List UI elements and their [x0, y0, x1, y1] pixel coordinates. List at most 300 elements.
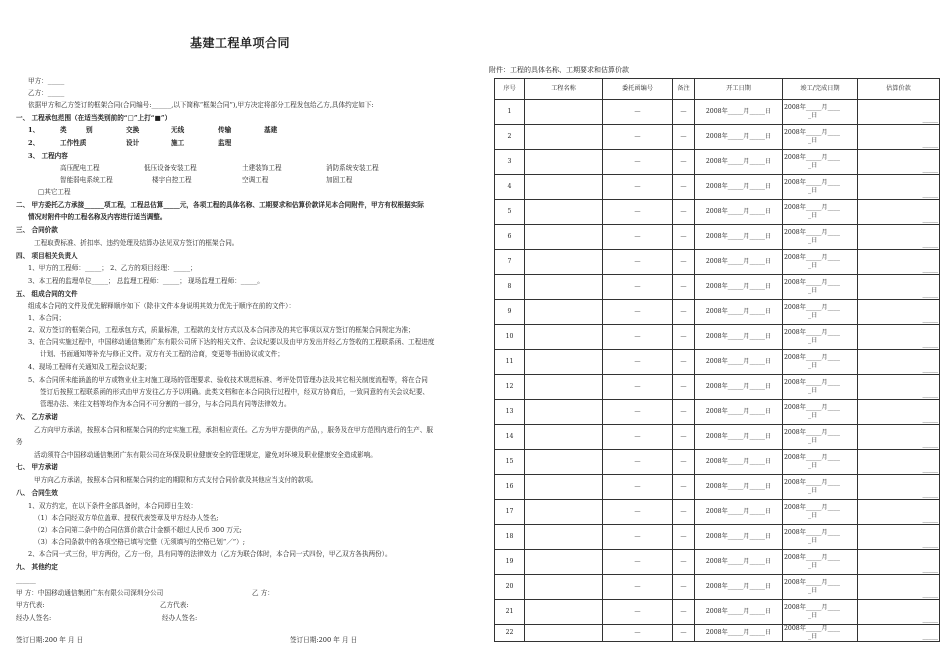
end-date-cell[interactable]: [783, 225, 858, 250]
project-name-cell[interactable]: [525, 550, 603, 575]
end-date-cell[interactable]: [783, 450, 858, 475]
end-date-line-2: _日: [808, 312, 818, 319]
end-date-line-2: _日: [808, 487, 818, 494]
start-date-cell[interactable]: 2008年_____月_____日: [695, 250, 783, 275]
letter-no-cell[interactable]: —: [603, 275, 673, 300]
row-index: 17: [495, 500, 525, 525]
end-date-line-1: 2008年_____月____: [784, 453, 840, 461]
section-5-item-5b: 签订后按照工程联系函的形式由甲方发往乙方予以明确。此类文档和在本合同执行过程中，经双方协商后，一致同意的有关会议纪要、: [40, 388, 430, 396]
end-date-line-1: 2008年_____月____: [784, 128, 840, 136]
row-index: 9: [495, 300, 525, 325]
project-name-cell[interactable]: [525, 225, 603, 250]
party-a-handler[interactable]: 经办人签名:: [16, 614, 52, 622]
remark-cell[interactable]: —: [673, 525, 695, 550]
category-option-wireless[interactable]: 无线: [171, 126, 185, 134]
category-label-1: 类: [60, 126, 67, 134]
start-date-cell[interactable]: 2008年_____月_____日: [695, 625, 783, 642]
remark-cell[interactable]: —: [673, 150, 695, 175]
estimate-cell[interactable]: _____: [858, 450, 940, 475]
table-row: [495, 375, 940, 400]
start-date-cell[interactable]: 2008年_____月_____日: [695, 225, 783, 250]
project-name-cell[interactable]: [525, 400, 603, 425]
end-date-line-2: _日: [808, 512, 818, 519]
end-date-cell[interactable]: [783, 575, 858, 600]
letter-no-cell[interactable]: —: [603, 250, 673, 275]
category-option-construction[interactable]: 基建: [264, 126, 278, 134]
end-date-line-1: 2008年_____月____: [784, 625, 840, 632]
letter-no-cell[interactable]: —: [603, 350, 673, 375]
remark-cell[interactable]: —: [673, 325, 695, 350]
letter-no-cell[interactable]: —: [603, 450, 673, 475]
end-date-line-1: 2008年_____月____: [784, 528, 840, 536]
work-nature-design[interactable]: 设计: [126, 139, 140, 147]
page-title: 基建工程单项合同: [190, 36, 291, 50]
section-8-cond-1: （1）本合同经双方单位盖章、授权代表签章及甲方经办人签名;: [34, 514, 219, 522]
table-row: [495, 200, 940, 225]
estimate-cell[interactable]: _____: [858, 500, 940, 525]
estimate-cell[interactable]: _____: [858, 150, 940, 175]
start-date-cell[interactable]: 2008年_____月_____日: [695, 450, 783, 475]
work-nature-supervision[interactable]: 监理: [218, 139, 232, 147]
project-name-cell[interactable]: [525, 525, 603, 550]
remark-cell[interactable]: —: [673, 300, 695, 325]
letter-no-cell[interactable]: —: [603, 400, 673, 425]
end-date-cell[interactable]: [783, 150, 858, 175]
party-a-rep[interactable]: 甲方代表:: [16, 601, 45, 609]
estimate-cell[interactable]: _____: [858, 300, 940, 325]
section-3-text: 工程取费标准、折扣率、违约处理及结算办法见双方签订的框架合同。: [34, 239, 239, 247]
end-date-line-1: 2008年_____月____: [784, 203, 840, 211]
estimate-cell[interactable]: _____: [858, 200, 940, 225]
start-date-cell[interactable]: 2008年_____月_____日: [695, 150, 783, 175]
table-row: [495, 250, 940, 275]
end-date-cell[interactable]: [783, 425, 858, 450]
start-date-cell[interactable]: 2008年_____月_____日: [695, 325, 783, 350]
start-date-cell[interactable]: 2008年_____月_____日: [695, 100, 783, 125]
letter-no-cell[interactable]: —: [603, 100, 673, 125]
letter-no-cell[interactable]: —: [603, 575, 673, 600]
section-5-item-1: 1、本合同；: [28, 314, 66, 322]
table-header-row: [495, 79, 940, 100]
end-date-line-1: 2008年_____月____: [784, 328, 840, 336]
end-date-cell[interactable]: [783, 400, 858, 425]
end-date-cell[interactable]: [783, 175, 858, 200]
start-date-cell[interactable]: 2008年_____月_____日: [695, 200, 783, 225]
letter-no-cell[interactable]: —: [603, 625, 673, 642]
work-items-a: [60, 164, 379, 172]
section-5-item-5a: 5、本合同所未能涵盖的甲方或物业业主对施工现场的管理要求、验收技术规范标准、考评处罚管理办法及其它相关制度流程等，将在合同: [28, 376, 428, 384]
remark-cell[interactable]: —: [673, 600, 695, 625]
end-date-line-1: 2008年_____月____: [784, 603, 840, 611]
project-name-cell[interactable]: [525, 575, 603, 600]
row-index: 2: [495, 125, 525, 150]
col-header-end-date: 竣工/完成日期: [783, 79, 858, 100]
section-7-line1: 甲方向乙方承诺，按照本合同和框架合同约定的期限和方式支付合同价款及其他应当支付的款项。: [34, 476, 318, 484]
row-index: 18: [495, 525, 525, 550]
project-name-cell[interactable]: [525, 425, 603, 450]
end-date-line-1: 2008年_____月____: [784, 578, 840, 586]
project-name-cell[interactable]: [525, 150, 603, 175]
section-5-item-4: 4、现场工程师有关通知及工程会议纪要；: [28, 363, 151, 371]
end-date-line-1: 2008年_____月____: [784, 103, 840, 111]
remark-cell[interactable]: —: [673, 175, 695, 200]
work-item-other[interactable]: □其它工程: [38, 188, 71, 196]
category-option-exchange[interactable]: 交换: [126, 126, 140, 134]
end-date-line-2: _日: [808, 412, 818, 419]
end-date-line-2: _日: [808, 137, 818, 144]
remark-cell[interactable]: —: [673, 575, 695, 600]
col-header-estimate: 估算价款: [858, 79, 940, 100]
start-date-cell[interactable]: 2008年_____月_____日: [695, 425, 783, 450]
section-5-item-3a: 3、在合同实施过程中，中国移动通信集团广东有限公司所下达的相关文件、会议纪要以及由甲方发出并经乙方签收的工程联系函、工程进度: [28, 338, 435, 346]
table-row: [495, 150, 940, 175]
letter-no-cell[interactable]: —: [603, 225, 673, 250]
col-header-letter-no: 委托函编号: [603, 79, 673, 100]
work-item[interactable]: 空调工程: [242, 176, 269, 184]
contract-body: [14, 0, 466, 672]
table-row: [495, 525, 940, 550]
start-date-cell[interactable]: 2008年_____月_____日: [695, 550, 783, 575]
letter-no-cell[interactable]: —: [603, 550, 673, 575]
work-item[interactable]: 低压设备安装工程: [144, 164, 197, 172]
project-name-cell[interactable]: [525, 375, 603, 400]
work-item[interactable]: 高压配电工程: [60, 164, 100, 172]
end-date-line-2: _日: [808, 162, 818, 169]
category-index: 1、: [28, 126, 40, 134]
letter-no-cell[interactable]: —: [603, 375, 673, 400]
estimate-cell[interactable]: _____: [858, 600, 940, 625]
end-date-line-1: 2008年_____月____: [784, 228, 840, 236]
remark-cell[interactable]: —: [673, 500, 695, 525]
estimate-cell[interactable]: _____: [858, 400, 940, 425]
row-index: 4: [495, 175, 525, 200]
col-header-remark: 备注: [673, 79, 695, 100]
remark-cell[interactable]: —: [673, 375, 695, 400]
project-name-cell[interactable]: [525, 275, 603, 300]
remark-cell[interactable]: —: [673, 400, 695, 425]
end-date-line-2: _日: [808, 587, 818, 594]
estimate-cell[interactable]: _____: [858, 350, 940, 375]
end-date-cell[interactable]: [783, 550, 858, 575]
estimate-cell[interactable]: _____: [858, 175, 940, 200]
remark-cell[interactable]: —: [673, 100, 695, 125]
project-name-cell[interactable]: [525, 625, 603, 642]
end-date-line-2: _日: [808, 287, 818, 294]
end-date-line-2: _日: [808, 187, 818, 194]
remark-cell[interactable]: —: [673, 275, 695, 300]
project-name-cell[interactable]: [525, 300, 603, 325]
end-date-line-2: _日: [808, 112, 818, 119]
row-index: 20: [495, 575, 525, 600]
row-index: 22: [495, 625, 525, 642]
work-item[interactable]: 楼宇自控工程: [152, 176, 192, 184]
work-nature-label: 工作性质: [60, 139, 87, 147]
end-date-cell[interactable]: [783, 250, 858, 275]
row-index: 13: [495, 400, 525, 425]
letter-no-cell[interactable]: —: [603, 200, 673, 225]
letter-no-cell[interactable]: —: [603, 175, 673, 200]
work-nature-index: 2、: [28, 139, 40, 147]
section-5-item-2: 2、双方签订的框架合同，工程承包方式，质量标准，工程款的支付方式以及本合同涉及的其它事项以双方签订的框架合同规定为准；: [28, 326, 415, 334]
row-index: 8: [495, 275, 525, 300]
row-index: 11: [495, 350, 525, 375]
section-4-line2: 3、本工程的监理单位_____； 总监理工程师：_____； 现场监理工程师：_____。: [28, 277, 264, 285]
end-date-cell[interactable]: [783, 350, 858, 375]
party-a-sign-date[interactable]: 签订日期:200 年 月 日: [16, 636, 84, 644]
remark-cell[interactable]: —: [673, 425, 695, 450]
letter-no-cell[interactable]: —: [603, 125, 673, 150]
letter-no-cell[interactable]: —: [603, 525, 673, 550]
end-date-line-1: 2008年_____月____: [784, 503, 840, 511]
section-9-blank[interactable]: ______: [16, 576, 36, 584]
end-date-cell[interactable]: [783, 525, 858, 550]
start-date-cell[interactable]: 2008年_____月_____日: [695, 275, 783, 300]
end-date-cell[interactable]: [783, 100, 858, 125]
project-name-cell[interactable]: [525, 600, 603, 625]
col-header-project-name: 工程名称: [525, 79, 603, 100]
attachment-table: [494, 78, 940, 642]
start-date-cell[interactable]: 2008年_____月_____日: [695, 475, 783, 500]
end-date-line-2: _日: [808, 337, 818, 344]
section-6-line3: 活动须符合中国移动通信集团广东有限公司在环保及职业健康安全的管理规定，避免对环境及职业健康安全造成影响。: [34, 451, 377, 459]
attachment-caption: 附件：工程的具体名称、工期要求和估算价款: [489, 66, 629, 74]
end-date-line-2: _日: [808, 262, 818, 269]
table-row: [495, 350, 940, 375]
remark-cell[interactable]: —: [673, 225, 695, 250]
section-6-line1: 乙方向甲方承诺，按照本合同和框架合同的约定实施工程，承担相应责任。乙方为甲方提供的产品，，服务及在甲方范围内进行的生产、服: [34, 426, 433, 434]
remark-cell[interactable]: —: [673, 450, 695, 475]
end-date-line-2: _日: [808, 612, 818, 619]
start-date-cell[interactable]: 2008年_____月_____日: [695, 525, 783, 550]
section-9-heading: 九、 其他约定: [16, 563, 58, 571]
intro-text: 依据甲方和乙方签订的框架合同(合同编号:______,以下简称“框架合同”),甲方决定将部分工程发包给乙方,具体约定如下:: [28, 101, 374, 109]
end-date-line-1: 2008年_____月____: [784, 153, 840, 161]
work-items-b: [60, 176, 353, 184]
end-date-line-1: 2008年_____月____: [784, 253, 840, 261]
row-index: 10: [495, 325, 525, 350]
col-header-index: 序号: [495, 79, 525, 100]
end-date-line-1: 2008年_____月____: [784, 403, 840, 411]
table-row: [495, 625, 940, 642]
party-b-sign-date[interactable]: 签订日期:200 年 月 日: [290, 636, 358, 644]
end-date-cell[interactable]: [783, 125, 858, 150]
table-row: [495, 500, 940, 525]
remark-cell[interactable]: —: [673, 250, 695, 275]
table-row: [495, 100, 940, 125]
end-date-cell[interactable]: [783, 475, 858, 500]
estimate-cell[interactable]: _____: [858, 625, 940, 642]
remark-cell[interactable]: —: [673, 625, 695, 642]
letter-no-cell[interactable]: —: [603, 600, 673, 625]
work-nature-row: [28, 139, 232, 147]
end-date-line-2: _日: [808, 362, 818, 369]
work-nature-construction[interactable]: 施工: [171, 139, 185, 147]
project-name-cell[interactable]: [525, 450, 603, 475]
estimate-cell[interactable]: _____: [858, 425, 940, 450]
estimate-cell[interactable]: _____: [858, 375, 940, 400]
section-4-line1: 1、甲方的工程师：_____； 2、乙方的项目经理：_____；: [28, 264, 197, 272]
row-index: 1: [495, 100, 525, 125]
row-index: 5: [495, 200, 525, 225]
remark-cell[interactable]: —: [673, 200, 695, 225]
letter-no-cell[interactable]: —: [603, 425, 673, 450]
estimate-cell[interactable]: _____: [858, 525, 940, 550]
project-name-cell[interactable]: [525, 500, 603, 525]
project-name-cell[interactable]: [525, 475, 603, 500]
end-date-line-2: _日: [808, 537, 818, 544]
end-date-line-1: 2008年_____月____: [784, 553, 840, 561]
project-name-cell[interactable]: [525, 325, 603, 350]
end-date-cell[interactable]: [783, 375, 858, 400]
party-b-line: 乙方：_____: [28, 89, 65, 97]
party-a-name: 甲 方：中国移动通信集团广东有限公司深圳分公司: [16, 589, 164, 597]
start-date-cell[interactable]: 2008年_____月_____日: [695, 400, 783, 425]
table-row: [495, 575, 940, 600]
category-row: [28, 126, 278, 134]
row-index: 3: [495, 150, 525, 175]
end-date-line-1: 2008年_____月____: [784, 178, 840, 186]
remark-cell[interactable]: —: [673, 475, 695, 500]
category-label-2: 别: [86, 126, 93, 134]
end-date-line-2: _日: [808, 387, 818, 394]
letter-no-cell[interactable]: —: [603, 475, 673, 500]
end-date-line-2: _日: [808, 462, 818, 469]
section-5-intro: 组成本合同的文件及优先解释顺序如下（除非文件本身说明其效力优先于顺序在前的文件）：: [28, 302, 296, 310]
estimate-cell[interactable]: _____: [858, 225, 940, 250]
table-row: [495, 175, 940, 200]
start-date-cell[interactable]: 2008年_____月_____日: [695, 125, 783, 150]
estimate-cell[interactable]: _____: [858, 325, 940, 350]
row-index: 7: [495, 250, 525, 275]
section-8-heading: 八、 合同生效: [16, 489, 58, 497]
party-a-line: 甲方：_____: [28, 77, 65, 85]
section-8-cond-3: （3）本合同条款中的各项空格已填写完整（无须填写的空格已划“／”）;: [34, 538, 245, 546]
remark-cell[interactable]: —: [673, 125, 695, 150]
section-5-item-3b: 计划、书面通知等补充与修正文件。双方有关工程的洽商，变更等书面协议或文件；: [40, 350, 284, 358]
start-date-cell[interactable]: 2008年_____月_____日: [695, 600, 783, 625]
letter-no-cell[interactable]: —: [603, 325, 673, 350]
start-date-cell[interactable]: 2008年_____月_____日: [695, 575, 783, 600]
section-8-line1: 1、双方约定，在以下条件全部具备时，本合同即日生效：: [28, 502, 198, 510]
work-item[interactable]: 智能弱电系统工程: [60, 176, 113, 184]
project-name-cell[interactable]: [525, 200, 603, 225]
row-index: 12: [495, 375, 525, 400]
table-row: [495, 275, 940, 300]
end-date-cell[interactable]: [783, 200, 858, 225]
end-date-line-2: _日: [808, 437, 818, 444]
section-7-heading: 七、 甲方承诺: [16, 463, 58, 471]
estimate-cell[interactable]: _____: [858, 125, 940, 150]
end-date-line-1: 2008年_____月____: [784, 353, 840, 361]
row-index: 19: [495, 550, 525, 575]
table-row: [495, 325, 940, 350]
letter-no-cell[interactable]: —: [603, 300, 673, 325]
end-date-cell[interactable]: [783, 275, 858, 300]
row-index: 6: [495, 225, 525, 250]
end-date-cell[interactable]: [783, 625, 858, 642]
party-b-name: 乙 方：: [252, 589, 274, 597]
estimate-cell[interactable]: _____: [858, 550, 940, 575]
estimate-cell[interactable]: _____: [858, 575, 940, 600]
section-8-cond-2: （2）本合同第二条中的合同估算价款合计金额不超过人民币 300 万元;: [34, 526, 242, 534]
estimate-cell[interactable]: _____: [858, 250, 940, 275]
remark-cell[interactable]: —: [673, 350, 695, 375]
section-2-line2: 情况对附件中的工程名称及内容进行适当调整。: [28, 213, 167, 221]
section-1-heading: 一、 工程承包范围（在适当类别前的“□”上打“■”）: [16, 114, 172, 122]
table-row: [495, 125, 940, 150]
table-row: [495, 425, 940, 450]
section-6-line2: 务: [16, 438, 23, 446]
section-6-heading: 六、 乙方承诺: [16, 413, 58, 421]
end-date-line-1: 2008年_____月____: [784, 428, 840, 436]
section-5-heading: 五、 组成合同的文件: [16, 290, 78, 298]
end-date-line-1: 2008年_____月____: [784, 278, 840, 286]
end-date-cell[interactable]: [783, 300, 858, 325]
remark-cell[interactable]: —: [673, 550, 695, 575]
project-name-cell[interactable]: [525, 100, 603, 125]
section-4-heading: 四、 项目相关负责人: [16, 252, 78, 260]
section-3-heading: 三、 合同价款: [16, 226, 58, 234]
party-b-rep[interactable]: 乙方代表:: [160, 601, 189, 609]
party-b-handler[interactable]: 经办人签名:: [162, 614, 198, 622]
row-index: 16: [495, 475, 525, 500]
category-option-transmission[interactable]: 传输: [218, 126, 232, 134]
work-item[interactable]: 加固工程: [326, 176, 353, 184]
table-row: [495, 300, 940, 325]
end-date-line-2: _日: [808, 633, 818, 641]
end-date-cell[interactable]: [783, 500, 858, 525]
work-item[interactable]: 土建装饰工程: [242, 164, 282, 172]
section-5-item-5c: 管理办法、来往文档等均作为本合同不可分割的一部分，与本合同具有同等法律效力。: [40, 400, 291, 408]
estimate-cell[interactable]: _____: [858, 475, 940, 500]
end-date-cell[interactable]: [783, 325, 858, 350]
table-row: [495, 550, 940, 575]
letter-no-cell[interactable]: —: [603, 500, 673, 525]
start-date-cell[interactable]: 2008年_____月_____日: [695, 375, 783, 400]
work-item[interactable]: 消防系统安装工程: [326, 164, 379, 172]
project-name-cell[interactable]: [525, 350, 603, 375]
end-date-line-1: 2008年_____月____: [784, 378, 840, 386]
estimate-cell[interactable]: _____: [858, 275, 940, 300]
end-date-line-1: 2008年_____月____: [784, 303, 840, 311]
section-8-line2: 2、本合同一式三份，甲方两份，乙方一份，具有同等的法律效力（乙方为联合体时，本合同一式四份，甲乙双方各执两份）。: [28, 550, 392, 558]
end-date-line-2: _日: [808, 237, 818, 244]
start-date-cell[interactable]: 2008年_____月_____日: [695, 175, 783, 200]
table-row: [495, 600, 940, 625]
start-date-cell[interactable]: 2008年_____月_____日: [695, 350, 783, 375]
end-date-cell[interactable]: [783, 600, 858, 625]
letter-no-cell[interactable]: —: [603, 150, 673, 175]
section-2-line1: 二、 甲方委托乙方承接______项工程，工程总估算_____元，各项工程的具体名称、工期要求和估算价款详见本合同附件，甲方有权根据实际: [16, 201, 424, 209]
estimate-cell[interactable]: _____: [858, 100, 940, 125]
row-index: 21: [495, 600, 525, 625]
row-index: 14: [495, 425, 525, 450]
end-date-line-2: _日: [808, 562, 818, 569]
table-row: [495, 225, 940, 250]
project-name-cell[interactable]: [525, 125, 603, 150]
table-row: [495, 400, 940, 425]
row-index: 15: [495, 450, 525, 475]
project-name-cell[interactable]: [525, 250, 603, 275]
work-content-label: 3、 工程内容: [28, 152, 68, 160]
table-row: [495, 450, 940, 475]
start-date-cell[interactable]: 2008年_____月_____日: [695, 300, 783, 325]
table-row: [495, 475, 940, 500]
project-name-cell[interactable]: [525, 175, 603, 200]
start-date-cell[interactable]: 2008年_____月_____日: [695, 500, 783, 525]
col-header-start-date: 开工日期: [695, 79, 783, 100]
end-date-line-2: _日: [808, 212, 818, 219]
